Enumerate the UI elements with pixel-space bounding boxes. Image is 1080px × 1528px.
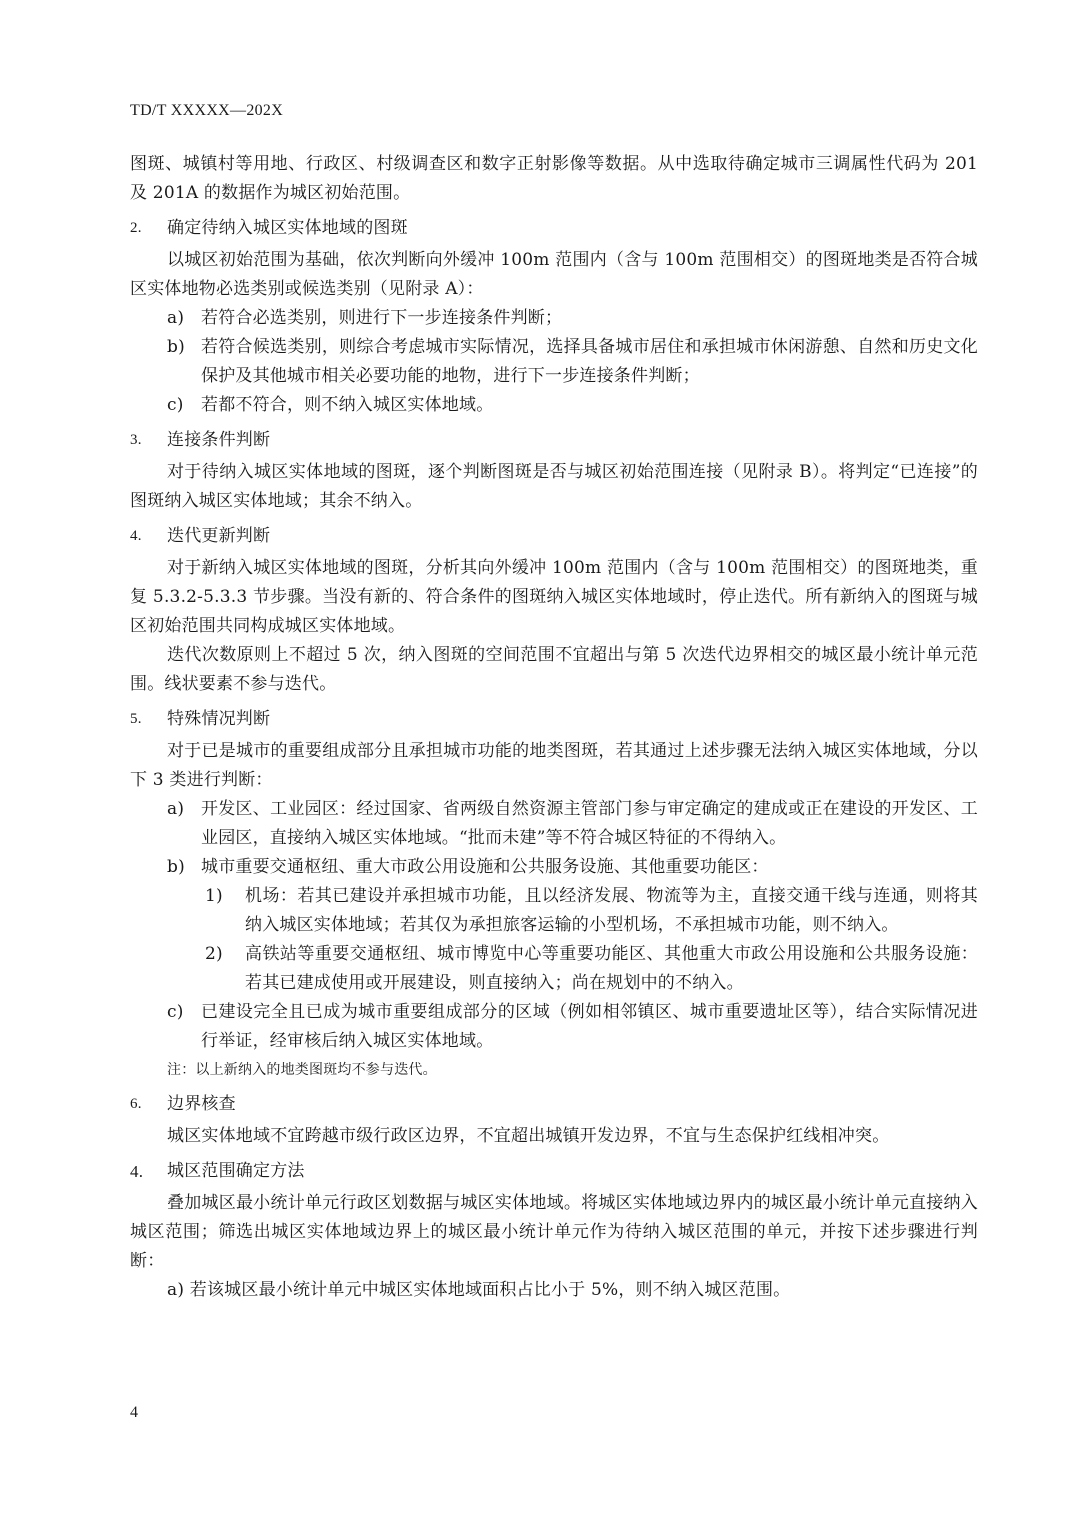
section-5-paragraph: 对于已是城市的重要组成部分且承担城市功能的地类图斑，若其通过上述步骤无法纳入城区实体地域，分以下 3 类进行判断： [130, 741, 978, 790]
section-title: 连接条件判断 [167, 430, 271, 450]
list-label: b) [167, 337, 185, 357]
list-text: 已建设完全且已成为城市重要组成部分的区域（例如相邻镇区、城市重要遗址区等），结合实际情况进行举证，经审核后纳入城区实体地域。 [201, 1002, 978, 1051]
list-text: 若都不符合，则不纳入城区实体地域。 [201, 395, 494, 415]
method-section-heading [130, 1157, 978, 1186]
document-body [130, 150, 978, 1305]
section-number: 2. [130, 220, 142, 236]
sub-list-label: 1) [205, 886, 223, 906]
sub-list-item [130, 940, 978, 998]
list-label: a) [167, 308, 185, 328]
section-3-paragraph: 对于待纳入城区实体地域的图斑，逐个判断图斑是否与城区初始范围连接（见附录 B）。将判定“已连接”的图斑纳入城区实体地域；其余不纳入。 [130, 462, 978, 511]
sub-list-item [130, 882, 978, 940]
list-item [130, 998, 978, 1056]
list-item [130, 795, 978, 853]
section-title: 城区范围确定方法 [167, 1161, 305, 1181]
list-item: a) 若该城区最小统计单元中城区实体地域面积占比小于 5%，则不纳入城区范围。 [167, 1280, 791, 1300]
list-label: a) [167, 799, 185, 819]
list-label: c) [167, 1002, 184, 1022]
list-item [130, 304, 978, 333]
list-item [130, 333, 978, 391]
sub-list-label: 2) [205, 944, 223, 964]
section-title: 边界核查 [167, 1094, 236, 1114]
section-title: 迭代更新判断 [167, 526, 271, 546]
list-label: c) [167, 395, 184, 415]
section-4-paragraph-2: 迭代次数原则上不超过 5 次，纳入图斑的空间范围不宜超出与第 5 次迭代边界相交的城区最小统计单元范围。线状要素不参与迭代。 [130, 645, 978, 694]
list-item [130, 853, 978, 882]
section-4-heading [130, 522, 978, 551]
section-5-heading [130, 705, 978, 734]
section-3-heading [130, 426, 978, 455]
section-title: 确定待纳入城区实体地域的图斑 [167, 218, 408, 238]
list-text: 开发区、工业园区：经过国家、省两级自然资源主管部门参与审定确定的建成或正在建设的开发区、工业园区，直接纳入城区实体地域。“批而未建”等不符合城区特征的不得纳入。 [201, 799, 978, 848]
list-text: 城市重要交通枢纽、重大市政公用设施和公共服务设施、其他重要功能区： [201, 857, 769, 877]
section-title: 特殊情况判断 [167, 709, 271, 729]
page-number: 4 [130, 1404, 138, 1421]
section-6-heading [130, 1090, 978, 1119]
intro-paragraph: 图斑、城镇村等用地、行政区、村级调查区和数字正射影像等数据。从中选取待确定城市三调属性代码为 201 及 201A 的数据作为城区初始范围。 [130, 154, 978, 203]
section-number: 5. [130, 711, 142, 727]
method-section-paragraph: 叠加城区最小统计单元行政区划数据与城区实体地域。将城区实体地域边界内的城区最小统计单元直接纳入城区范围；筛选出城区实体地域边界上的城区最小统计单元作为待纳入城区范围的单元，并按下述步骤进行判断： [130, 1193, 978, 1271]
section-number: 6. [130, 1096, 142, 1112]
list-text: 若符合候选类别，则综合考虑城市实际情况，选择具备城市居住和承担城市休闲游憩、自然和历史文化保护及其他城市相关必要功能的地物，进行下一步连接条件判断； [201, 337, 978, 386]
note: 注：以上新纳入的地类图斑均不参与迭代。 [167, 1062, 437, 1078]
list-text: 若符合必选类别，则进行下一步连接条件判断； [201, 308, 563, 328]
list-label: b) [167, 857, 185, 877]
section-6-paragraph: 城区实体地域不宜跨越市级行政区边界，不宜超出城镇开发边界，不宜与生态保护红线相冲突。 [167, 1126, 890, 1146]
document-header: TD/T XXXXX—202X [130, 102, 284, 119]
section-number: 4. [130, 1162, 144, 1181]
sub-list-text: 高铁站等重要交通枢纽、城市博览中心等重要功能区、其他重大市政公用设施和公共服务设施：若其已建成使用或开展建设，则直接纳入；尚在规划中的不纳入。 [245, 944, 978, 993]
list-item [130, 391, 978, 420]
section-4-paragraph-1: 对于新纳入城区实体地域的图斑，分析其向外缓冲 100m 范围内（含与 100m 范围相交）的图斑地类，重复 5.3.2-5.3.3 节步骤。当没有新的、符合条件的图斑纳入城区实体地域时，停止迭代。所有新纳入的图斑与城区初始范围共同构成城区实体地域。 [130, 558, 978, 636]
section-2-heading [130, 214, 978, 243]
sub-list-text: 机场：若其已建设并承担城市功能，且以经济发展、物流等为主，直接交通干线与连通，则将其纳入城区实体地域；若其仅为承担旅客运输的小型机场，不承担城市功能，则不纳入。 [245, 886, 978, 935]
section-number: 3. [130, 432, 142, 448]
section-2-paragraph: 以城区初始范围为基础，依次判断向外缓冲 100m 范围内（含与 100m 范围相交）的图斑地类是否符合城区实体地物必选类别或候选类别（见附录 A）： [130, 250, 978, 299]
section-number: 4. [130, 528, 142, 544]
